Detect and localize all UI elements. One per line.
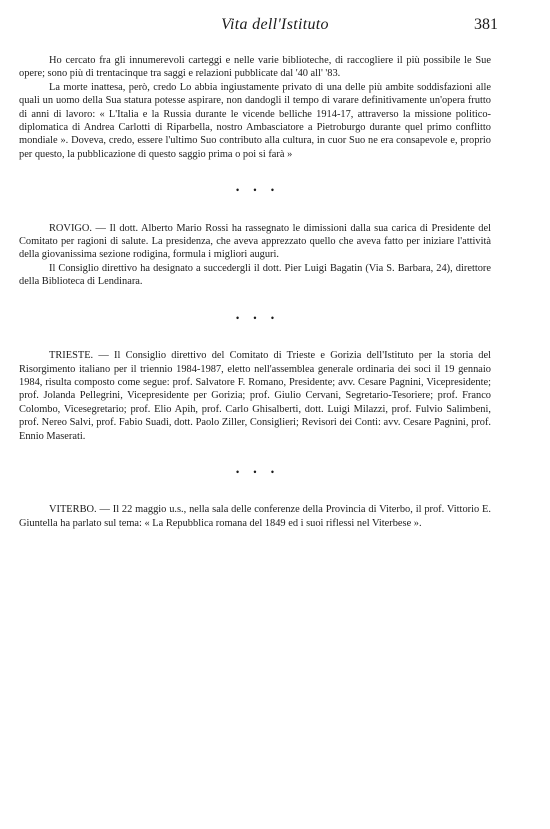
rovigo-section bbox=[19, 222, 491, 289]
trieste-section bbox=[19, 349, 491, 443]
intro-section bbox=[19, 54, 491, 161]
page-body bbox=[19, 54, 491, 530]
running-header bbox=[0, 16, 550, 38]
viterbo-paragraph: VITERBO. — Il 22 maggio u.s., nella sala delle conferenze della Provincia di Viterbo, il prof. Vittorio E. Giuntella ha parlato sul tema: « La Repubblica romana del 1849 ed i suoi riflessi nel Viterbese ». bbox=[19, 504, 491, 529]
page-number: 381 bbox=[474, 16, 498, 33]
running-title: Vita dell'Istituto bbox=[221, 16, 329, 33]
trieste-paragraph: TRIESTE. — Il Consiglio direttivo del Comitato di Trieste e Gorizia dell'Istituto per la storia del Risorgimento italiano per il triennio 1984-1987, eletto nell'assemblea generale ordinaria dei soci il 19 gennaio 1984, risulta composto come segue: prof. Salvatore F. Romano, Presidente; avv. Cesare Pagnini, Vicepresidente; prof. Jolanda Pellegrini, Vicepresidente per Gorizia; prof. Giulio Cervani, Segretario-Tesoriere; prof. Franco Colombo, Vicesegretario; prof. Elio Apih, prof. Carlo Ghisalberti, dott. Luigi Milazzi, prof. Fulvio Salimbeni, prof. Nereo Salvi, prof. Fabio Suadi, dott. Paolo Ziller, Consiglieri; Revisori dei Conti: avv. Cesare Pagnini, prof. Ennio Maserati. bbox=[19, 350, 491, 442]
viterbo-section bbox=[19, 503, 491, 530]
section-separator: • • • bbox=[236, 185, 280, 196]
rovigo-paragraph-1: ROVIGO. — Il dott. Alberto Mario Rossi ha rassegnato le dimissioni dalla sua carica di Presidente del Comitato per ragioni di salute. La presidenza, che aveva apprezzato quello che aveva fatto per iniziare l'attività della giovanissima sezione rodigina, formula i migliori auguri. bbox=[19, 222, 491, 261]
section-separator: • • • bbox=[236, 466, 280, 477]
rovigo-paragraph-2: Il Consiglio direttivo ha designato a succedergli il dott. Pier Luigi Bagatin (Via S. Barbara, 24), direttore della Biblioteca di Lendinara. bbox=[19, 262, 491, 288]
intro-paragraph-1: Ho cercato fra gli innumerevoli carteggi e nelle varie biblioteche, di raccogliere il più possibile le Sue opere; sono più di trentacinque tra saggi e relazioni pubblicate dal '40 all' '83. bbox=[19, 55, 491, 80]
intro-paragraph-2: La morte inattesa, però, credo Lo abbia ingiustamente privato di una delle più ambite soddisfazioni alle quali un uomo della Sua statura potesse aspirare, non dandogli il tempo di varare definitivamente un'opera frutto di anni di lavoro: « L'Italia e la Russia durante le vicende belliche 1914-17, attraverso la missione politico-diplomatica di Andrea Carlotti di Riparbella, nostro Ambasciatore a Pietroburgo durante quel primo conflitto mondiale ». Doveva, credo, essere l'ultimo Suo contributo alla cultura, in cuor Suo ne era consapevole e, proprio per questo, la pubblicazione di questo saggio prima o poi si farà » bbox=[19, 81, 491, 160]
section-separator: • • • bbox=[236, 312, 280, 323]
